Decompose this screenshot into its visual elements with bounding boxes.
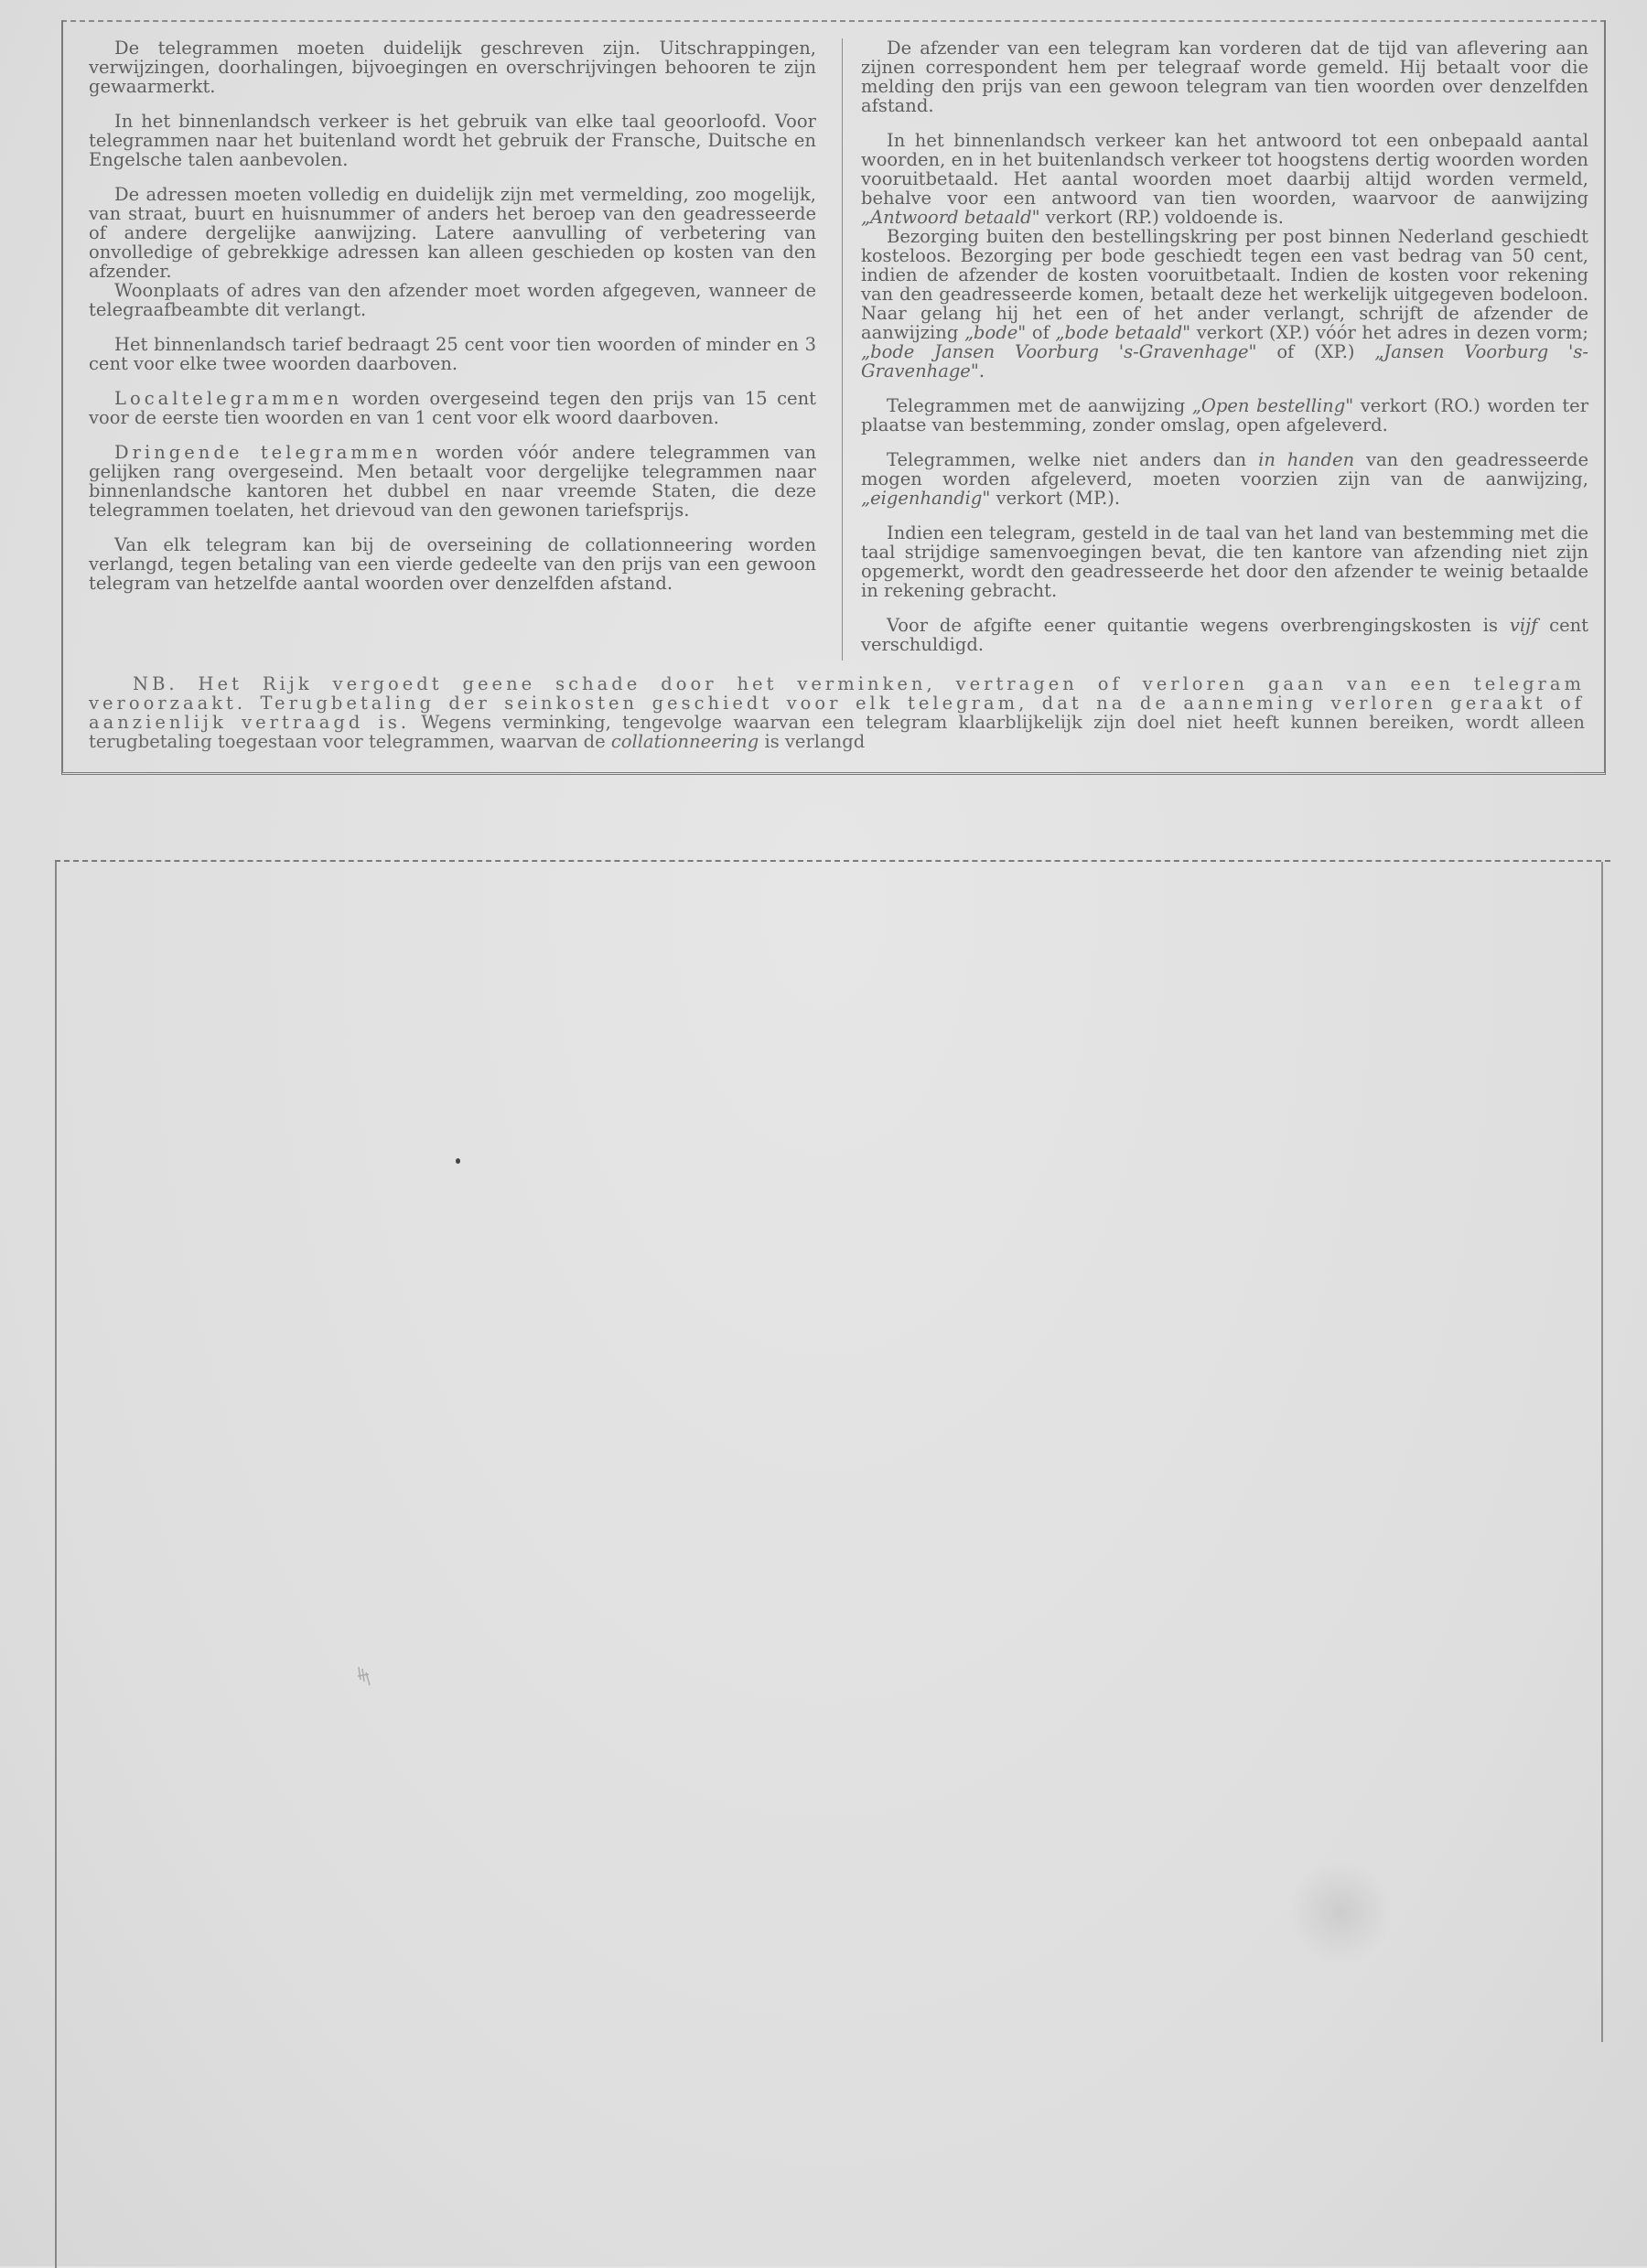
open-delivery-text-end: verkort (RO.) worden ter plaatse van bestemming, zonder omslag, open afgeleverd. (861, 395, 1589, 435)
reply-paid-marker: „Antwoord betaald" (861, 207, 1040, 228)
reply-paid-text-end: verkort (RP.) voldoende is. (1039, 207, 1284, 228)
courier-example-2: „Jansen Voorburg 's-Gravenhage" (861, 341, 1588, 382)
courier-text-xp: of (XP.) (1256, 341, 1375, 362)
instructions-box (61, 20, 1606, 775)
urgent-telegram-lead: Dringende telegrammen (114, 442, 422, 463)
courier-text-or: of (1026, 322, 1056, 343)
liability-note-collation: collationneering (610, 731, 759, 752)
open-delivery-marker: „Open bestelling" (1191, 395, 1354, 416)
urgent-telegram-rule (89, 443, 816, 520)
liability-note (89, 674, 1585, 751)
domestic-tariff-rule: Het binnenlandsch tarief bedraagt 25 cent voor tien woorden of minder en 3 cent voor elke twee woorden daarboven. (89, 334, 816, 374)
urgent-telegram-text: worden vóór andere telegrammen van gelijken rang overgeseind. Men betaalt voor dergelijke telegrammen naar binnenlandsche kantoren het dubbel en naar vreemde Staten, die deze telegrammen toelaten, het drievoud van den gewonen tariefsprijs. (89, 442, 817, 521)
pencil-mark-icon (355, 1663, 375, 1689)
liability-note-text: Wegens verminking, tengevolge waarvan een telegram klaarblijkelijk zijn doel niet heeft kunnen bereiken, wordt alleen terugbetaling toegestaan voor telegrammen, waarvan de (89, 712, 1585, 752)
blank-message-field (55, 860, 1610, 2266)
delivery-notice-rule: De afzender van een telegram kan vorderen dat de tijd van aflevering aan zijnen correspondent hem per telegraaf worde gemeld. Hij betaalt voor die melding den prijs van een gewoon telegram van tien woorden over denzelfden afstand. (861, 38, 1588, 116)
courier-marker-paid: „bode betaald" (1055, 322, 1191, 343)
receipt-fee-amount: vijf (1509, 615, 1538, 636)
language-rule: In het binnenlandsch verkeer is het gebruik van elke taal geoorloofd. Voor telegrammen naar het buitenland wordt het gebruik der Fransche, Duitsche en Engelsche talen aanbevolen. (89, 111, 816, 170)
courier-example-1: „bode Jansen Voorburg 's-Gravenhage" (861, 341, 1257, 362)
personal-delivery-marker: „eigenhandig" (861, 488, 991, 509)
reply-paid-rule (861, 131, 1588, 227)
open-delivery-rule (861, 396, 1588, 435)
ink-speck (456, 1158, 460, 1164)
personal-delivery-text: Telegrammen, welke niet anders dan (887, 449, 1259, 470)
message-field-right-border (1601, 862, 1603, 2042)
collation-rule: Van elk telegram kan bij de overseining de collationneering worden verlangd, tegen betaling van een vierde gedeelte van den prijs van een gewoon telegram van hetzelfde aantal woorden over denzelfden afstand. (89, 534, 816, 594)
left-instructions-column (89, 38, 816, 608)
paper-smudge (1290, 1857, 1391, 1967)
local-telegram-text: worden overgeseind tegen den prijs van 15 cent voor de eerste tien woorden en van 1 cent voor elk woord daarboven. (89, 388, 816, 428)
address-rule: De adressen moeten volledig en duidelijk zijn met vermelding, zoo mogelijk, van straat, buurt en huisnummer of anders het beroep van den geadresseerde of andere dergelijke aanwijzing. Latere aanvulling of verbetering van onvolledige of gebrekkige adressen kan alleen geschieden op kosten van den afzender. (89, 184, 816, 282)
personal-delivery-in-hands: in handen (1258, 449, 1355, 470)
local-telegram-lead: Localtelegrammen (114, 388, 343, 409)
courier-delivery-rule (861, 227, 1588, 381)
language-surcharge-rule: Indien een telegram, gesteld in de taal van het land van bestemming met die taal strijdige samenvoegingen bevat, die ten kantore van afzending niet zijn opgemerkt, wordt den geadresseerde het door den afzender te weinig betaalde in rekening gebracht. (861, 522, 1588, 601)
column-divider (842, 38, 843, 661)
liability-note-lead: NB. Het Rijk vergoedt geene schade door het verminken, vertragen of verloren gaan van een telegram veroorzaakt. Terugbetaling der seinkosten geschiedt voor elk telegram, dat na de aanneming verloren geraakt of aanzienlijk vertraagd is. (89, 673, 1585, 733)
personal-delivery-text-mid: van den geadresseerde mogen worden afgeleverd, moeten voorzien zijn van de aanwijzing, (861, 449, 1588, 489)
receipt-fee-rule (861, 616, 1588, 654)
reply-paid-text: In het binnenlandsch verkeer kan het antwoord tot een onbepaald aantal woorden, en in het buitenlandsch verkeer tot hoogstens dertig woorden worden vooruitbetaald. Het aantal woorden moet daarbij altijd worden vermeld, behalve voor een antwoord van tien woorden, waarvoor de aanwijzing (861, 130, 1588, 209)
liability-note-end: is verlangd (759, 731, 866, 752)
local-telegram-rule (89, 389, 816, 427)
courier-text-form: verkort (XP.) vóór het adres in dezen vorm; (1190, 322, 1588, 343)
message-field-left-border (55, 862, 57, 2268)
open-delivery-text: Telegrammen met de aanwijzing (887, 395, 1192, 416)
personal-delivery-rule (861, 450, 1588, 508)
courier-marker-bode: „bode" (963, 322, 1027, 343)
courier-text: Bezorging buiten den bestellingskring per post binnen Nederland geschiedt kosteloos. Bezorging per bode geschiedt tegen een vast bedrag van 50 cent, indien de afzender de kosten vooruitbetaalt. Indien de kosten voor rekening van den geadresseerde komen, betaalt deze het werkelijk uitgegeven bodeloon. Naar gelang hij het een of het ander verlangt, schrijft de afzender de aanwijzing (861, 226, 1588, 343)
sender-address-rule: Woonplaats of adres van den afzender moet worden afgegeven, wanneer de telegraafbeambte dit verlangt. (89, 280, 816, 320)
legibility-rule: De telegrammen moeten duidelijk geschreven zijn. Uitschrappingen, verwijzingen, doorhalingen, bijvoegingen en overschrijvingen behooren te zijn gewaarmerkt. (89, 38, 816, 97)
right-instructions-column (861, 38, 1588, 670)
courier-text-end: . (978, 360, 985, 382)
receipt-fee-text-end: cent verschuldigd. (861, 615, 1589, 655)
personal-delivery-text-end: verkort (MP.). (990, 488, 1121, 509)
receipt-fee-text: Voor de afgifte eener quitantie wegens overbrengingskosten is (887, 615, 1510, 636)
